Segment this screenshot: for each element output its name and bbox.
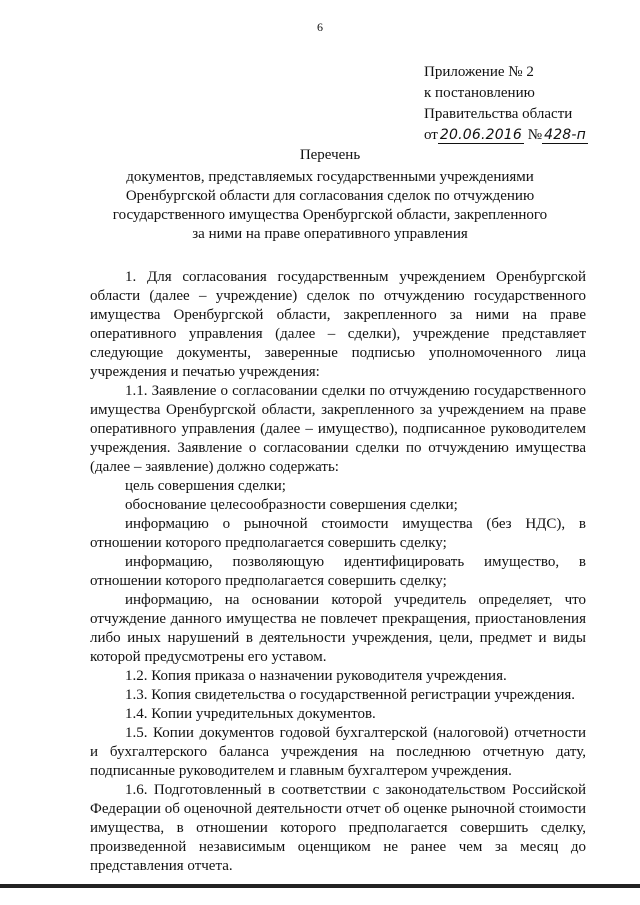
list-item-justification: обоснование целесообразности совершения сделки;: [125, 497, 458, 513]
paragraph-1-2: 1.2. Копия приказа о назначении руководителя учреждения.: [125, 668, 507, 684]
from-prefix: от: [424, 127, 438, 143]
list-item-impact: информацию, на основании которой учредитель определяет, что отчуждение данного имущества не повлечет прекращения, приостановления либо иных нарушений в деятельности учреждения, цели, предмет и виды которой предусмотрены его уставом.: [90, 592, 586, 665]
paragraph-1: 1. Для согласования государственным учреждением Оренбургской области (далее – учреждение) сделок по отчуждению государственного имущества Оренбургской области, закрепленного за ними на праве оперативного управления (далее – сделки), учреждение представляет следующие документы, заверенные подписью уполномоченного лица учреждения и печатью учреждения:: [90, 269, 586, 380]
list-item-market-value: информацию о рыночной стоимости имущества (без НДС), в отношении которого предполагается совершить сделку;: [90, 516, 586, 551]
paragraph-1-5: 1.5. Копии документов годовой бухгалтерской (налоговой) отчетности и бухгалтерского баланса учреждения на последнюю отчетную дату, подписанные руководителем и главным бухгалтером учреждения.: [90, 725, 586, 779]
appendix-line-1: Приложение № 2: [424, 64, 534, 80]
handwritten-date: 20.06.2016: [439, 127, 523, 143]
number-sign: №: [527, 127, 543, 143]
appendix-line-3: Правительства области: [424, 106, 573, 122]
document-subtitle-line-4: за ними на праве оперативного управления: [192, 226, 468, 242]
document-subtitle-line-2: Оренбургской области для согласования сделок по отчуждению: [125, 188, 535, 204]
document-heading: Перечень: [299, 147, 361, 163]
list-item-identification: информацию, позволяющую идентифицировать имущество, в отношении которого предполагается совершить сделку;: [90, 554, 586, 589]
list-item-purpose: цель совершения сделки;: [125, 478, 286, 494]
document-subtitle-line-3: государственного имущества Оренбургской области, закрепленного: [112, 207, 548, 223]
document-title-block: [80, 146, 580, 244]
paragraph-1-3: 1.3. Копия свидетельства о государственной регистрации учреждения.: [125, 687, 575, 703]
page-number: 6: [317, 20, 323, 34]
paragraph-1-4: 1.4. Копии учредительных документов.: [125, 706, 376, 722]
appendix-date-line: [424, 125, 624, 146]
appendix-block: [424, 62, 624, 146]
document-body: [90, 268, 586, 876]
paragraph-1-1: 1.1. Заявление о согласовании сделки по отчуждению государственного имущества Оренбургской области, закрепленного за учреждением на праве оперативного управления (далее – имущество), подписанное руководителем учреждения. Заявление о согласовании сделки по отчуждению имущества (далее – заявление) должно содержать:: [90, 383, 586, 475]
page-bottom-border: [0, 884, 640, 888]
paragraph-1-6: 1.6. Подготовленный в соответствии с законодательством Российской Федерации об оценочной деятельности отчет об оценке рыночной стоимости имущества, в отношении которого предполагается совершить сделку, произведенной независимым оценщиком не ранее чем за месяц до представления отчета.: [90, 782, 586, 874]
appendix-line-2: к постановлению: [424, 85, 535, 101]
handwritten-number: 428-п: [544, 127, 587, 143]
document-subtitle-line-1: документов, представляемых государственными учреждениями: [126, 169, 534, 185]
